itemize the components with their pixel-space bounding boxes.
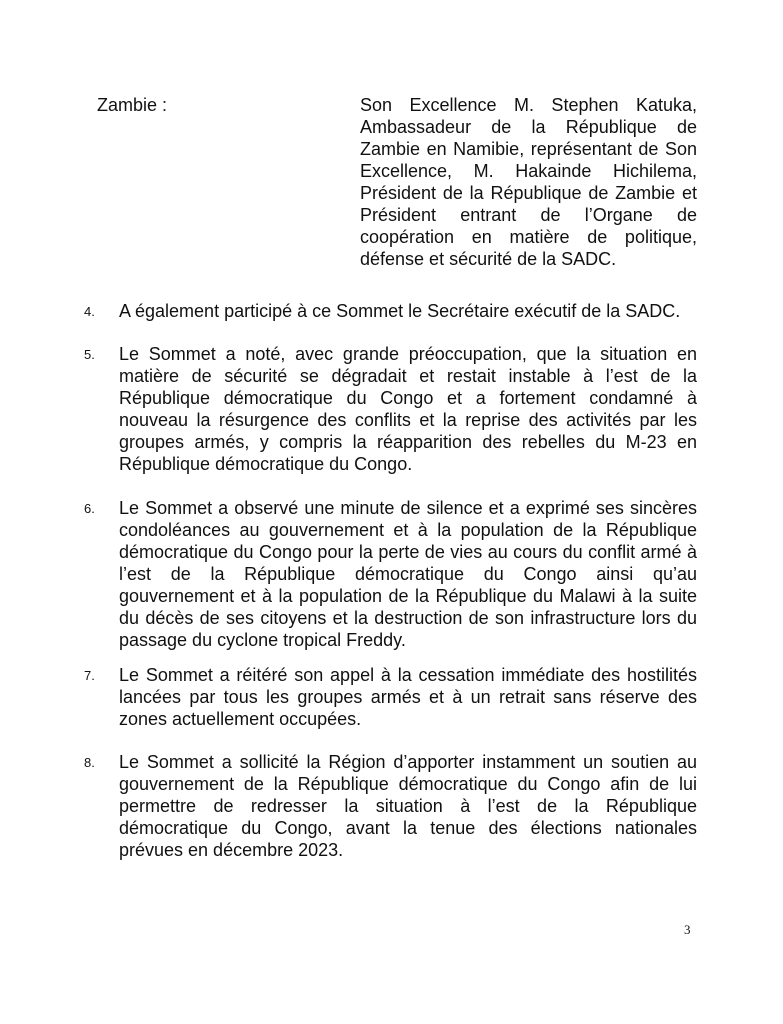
paragraph-text: Le Sommet a réitéré son appel à la cessation immédiate des hostilités lancées par tous les groupes armés et à un retrait sans réserve des zones actuellement occupées. [119,665,697,729]
page-number: 3 [684,922,691,937]
paragraph-number: 4. [84,304,95,319]
paragraph-text: Le Sommet a noté, avec grande préoccupation, que la situation en matière de sécurité se dégradait et restait instable à l’est de la République démocratique du Congo et a fortement condamné à nouveau la résurgence des conflits et la reprise des activités par les groupes armés, y compris la réapparition des rebelles du M-23 en République démocratique du Congo. [119,344,697,474]
paragraph-number: 8. [84,755,95,770]
paragraph-text: Le Sommet a observé une minute de silence et a exprimé ses sincères condoléances au gouvernement et à la population de la République démocratique du Congo pour la perte de vies au cours du conflit armé à l’est de la République démocratique du Congo ainsi qu’au gouvernement et à la population de la République du Malawi à la suite du décès de ses citoyens et la destruction de son infrastructure lors du passage du cyclone tropical Freddy. [119,498,697,650]
paragraph-text: Le Sommet a sollicité la Région d’apporter instamment un soutien au gouvernement de la République démocratique du Congo afin de lui permettre de redresser la situation à l’est de la République démocratique du Congo, avant la tenue des élections nationales prévues en décembre 2023. [119,752,697,860]
paragraph-number: 5. [84,347,95,362]
attendee-country: Zambie : [97,95,168,115]
paragraph-number: 7. [84,668,95,683]
attendee-representative: Son Excellence M. Stephen Katuka, Ambassadeur de la République de Zambie en Namibie, représentant de Son Excellence, M. Hakainde Hichilema, Président de la République de Zambie et Président entrant de l’Organe de coopération en matière de politique, défense et sécurité de la SADC. [360,95,697,269]
paragraph-text: A également participé à ce Sommet le Secrétaire exécutif de la SADC. [119,301,681,321]
paragraph-number: 6. [84,501,95,516]
